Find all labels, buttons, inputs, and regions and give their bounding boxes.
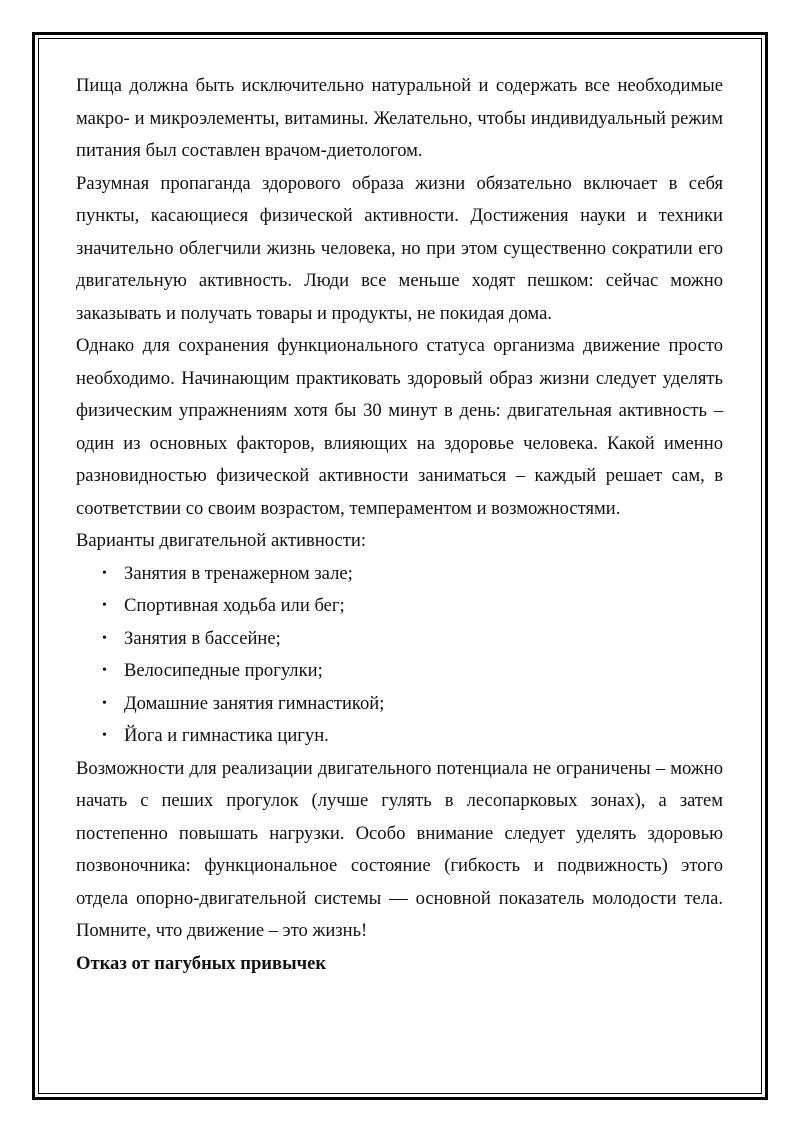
paragraph-physical-activity: Разумная пропаганда здорового образа жизни обязательно включает в себя пункты, касающиеся физической активности. Достижения науки и техники значительно облегчили жизнь человека, но при этом существенно сократили его двигательную активность. Люди все меньше ходят пешком: сейчас можно заказывать и получать товары и продукты, не покидая дома. <box>76 172 723 324</box>
bullet-icon: • <box>102 728 107 743</box>
list-item-text: Спортивная ходьба или бег; <box>124 595 345 616</box>
list-item-text: Занятия в тренажерном зале; <box>124 562 353 584</box>
list-item-text: Велосипедные прогулки; <box>124 660 323 681</box>
bullet-icon: • <box>102 695 107 711</box>
list-item <box>76 655 723 688</box>
list-item <box>76 623 723 656</box>
list-item-text: Домашние занятия гимнастикой; <box>124 692 385 714</box>
bullet-icon: • <box>102 663 107 678</box>
list-item-text: Йога и гимнастика цигун. <box>124 725 329 746</box>
list-item <box>76 688 723 721</box>
list-item <box>76 720 723 753</box>
list-item <box>76 558 723 591</box>
paragraph-movement-necessity: Однако для сохранения функционального статуса организма движение просто необходимо. Начинающим практиковать здоровый образ жизни следует уделять физическим упражнениям хотя бы 30 минут в день: двигательная активность – один из основных факторов, влияющих на здоровье человека. Какой именно разновидностью физической активности заниматься – каждый решает сам, в соответствии со своим возрастом, темпераментом и возможностями. <box>76 335 723 519</box>
section-heading: Отказ от пагубных привычек <box>76 952 327 974</box>
activity-variants-list <box>76 558 723 753</box>
paragraph-nutrition: Пища должна быть исключительно натуральной и содержать все необходимые макро- и микроэлементы, витамины. Желательно, чтобы индивидуальный режим питания был составлен врачом-диетологом. <box>76 75 723 161</box>
paragraph-motor-potential: Возможности для реализации двигательного потенциала не ограничены – можно начать с пеших прогулок (лучше гулять в лесопарковых зонах), а затем постепенно повышать нагрузки. Особо внимание следует уделять здоровью позвоночника: функциональное состояние (гибкость и подвижность) этого отдела опорно-двигательной системы — основной показатель молодости тела. Помните, что движение – это жизнь! <box>76 757 723 941</box>
paragraph-activity-variants-intro: Варианты двигательной активности: <box>76 530 367 551</box>
list-item-text: Занятия в бассейне; <box>124 627 281 649</box>
document-body <box>76 70 723 980</box>
bullet-icon: • <box>102 630 107 646</box>
bullet-icon: • <box>102 565 107 581</box>
bullet-icon: • <box>102 598 107 613</box>
list-item <box>76 590 723 623</box>
